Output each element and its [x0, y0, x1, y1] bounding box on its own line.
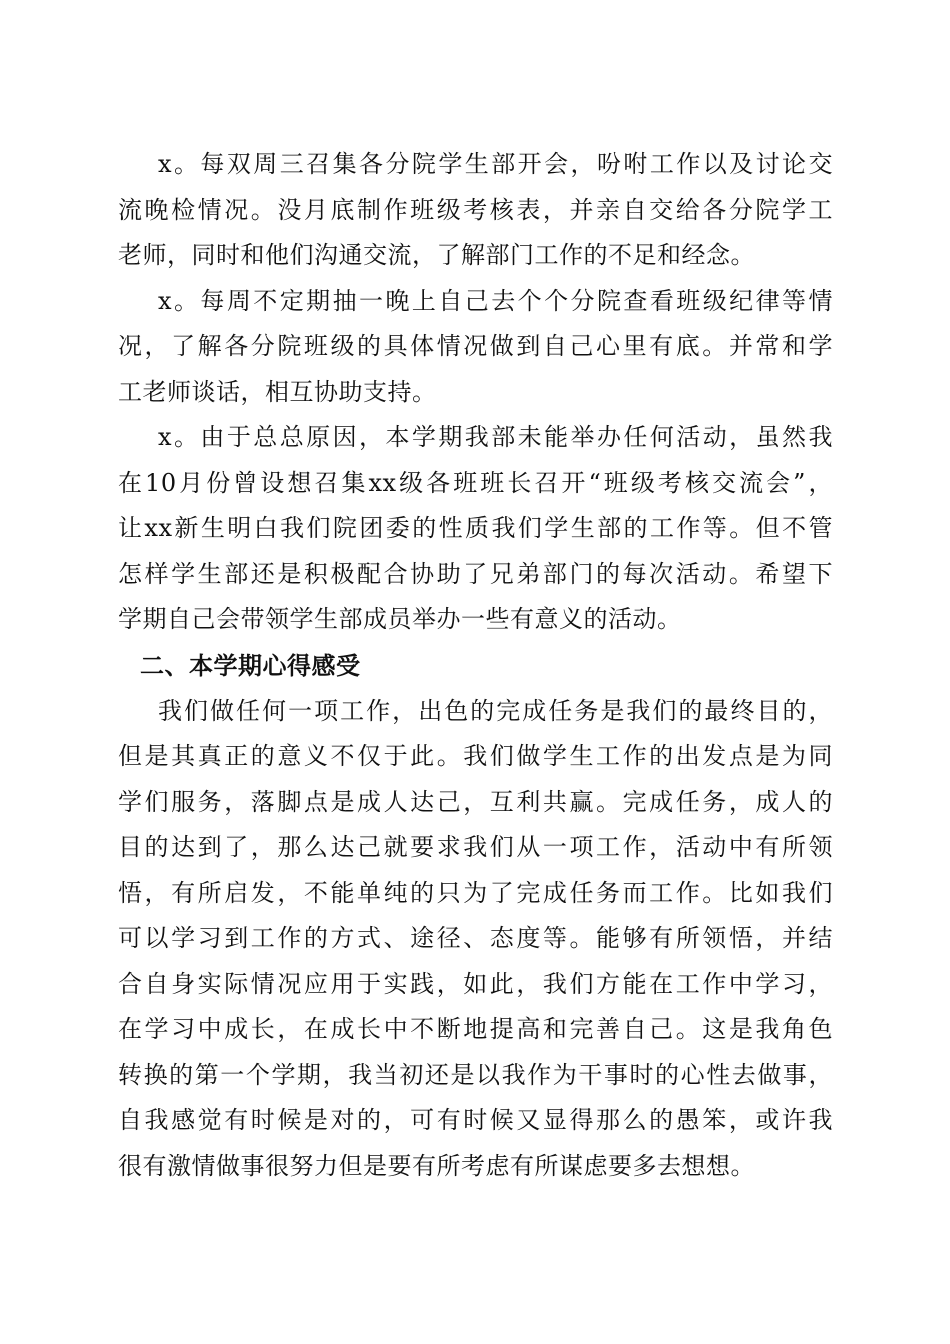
text-line: 让xx新生明白我们院团委的性质我们学生部的工作等。但不管 [118, 514, 833, 542]
paragraph-class-inspection [118, 279, 833, 416]
text-line: 转换的第一个学期，我当初还是以我作为干事时的心性去做事， [118, 1060, 833, 1089]
text-line: 学们服务，落脚点是成人达己，互利共赢。完成任务，成人的 [118, 787, 833, 816]
text-line: 可以学习到工作的方式、途径、态度等。能够有所领悟，并结 [118, 924, 833, 952]
text-line: 但是其真正的意义不仅于此。我们做学生工作的出发点是为同 [118, 742, 833, 770]
paragraph-weekly-meeting [118, 142, 833, 279]
paragraph-activities [118, 415, 833, 643]
text-line: x。每周不定期抽一晚上自己去个个分院查看班级纪律等情 [158, 286, 833, 315]
text-line: 老师，同时和他们沟通交流，了解部门工作的不足和经念。 [118, 241, 755, 269]
text-line: 况，了解各分院班级的具体情况做到自己心里有底。并常和学 [118, 332, 833, 360]
text-line: 学期自己会带领学生部成员举办一些有意义的活动。 [118, 605, 682, 633]
text-line: 合自身实际情况应用于实践，如此，我们方能在工作中学习， [118, 969, 833, 998]
text-line: 怎样学生部还是积极配合协助了兄弟部门的每次活动。希望下 [118, 559, 833, 588]
text-line: 我们做任何一项工作，出色的完成任务是我们的最终目的， [158, 696, 833, 725]
text-line: 在学习中成长，在成长中不断地提高和完善自己。这是我角色 [118, 1015, 833, 1043]
text-line: x。每双周三召集各分院学生部开会，吩咐工作以及讨论交 [158, 150, 833, 178]
paragraph-reflection [118, 689, 833, 1190]
text-line: 悟，有所启发，不能单纯的只为了完成任务而工作。比如我们 [118, 878, 833, 907]
document-body [118, 142, 833, 1189]
text-line: 在10月份曾设想召集xx级各班班长召开“班级考核交流会”， [118, 468, 833, 497]
text-line: 很有激情做事很努力但是要有所考虑有所谋虑要多去想想。 [118, 1151, 755, 1180]
section-heading: 二、本学期心得感受 [140, 651, 361, 680]
text-line: x。由于总总原因，本学期我部未能举办任何活动，虽然我 [158, 423, 833, 451]
text-line: 流晚检情况。没月底制作班级考核表，并亲自交给各分院学工 [118, 195, 833, 224]
text-line: 目的达到了，那么达己就要求我们从一项工作，活动中有所领 [118, 833, 833, 861]
text-line: 工老师谈话，相互协助支持。 [118, 377, 437, 406]
text-line: 自我感觉有时候是对的，可有时候又显得那么的愚笨，或许我 [118, 1106, 833, 1134]
